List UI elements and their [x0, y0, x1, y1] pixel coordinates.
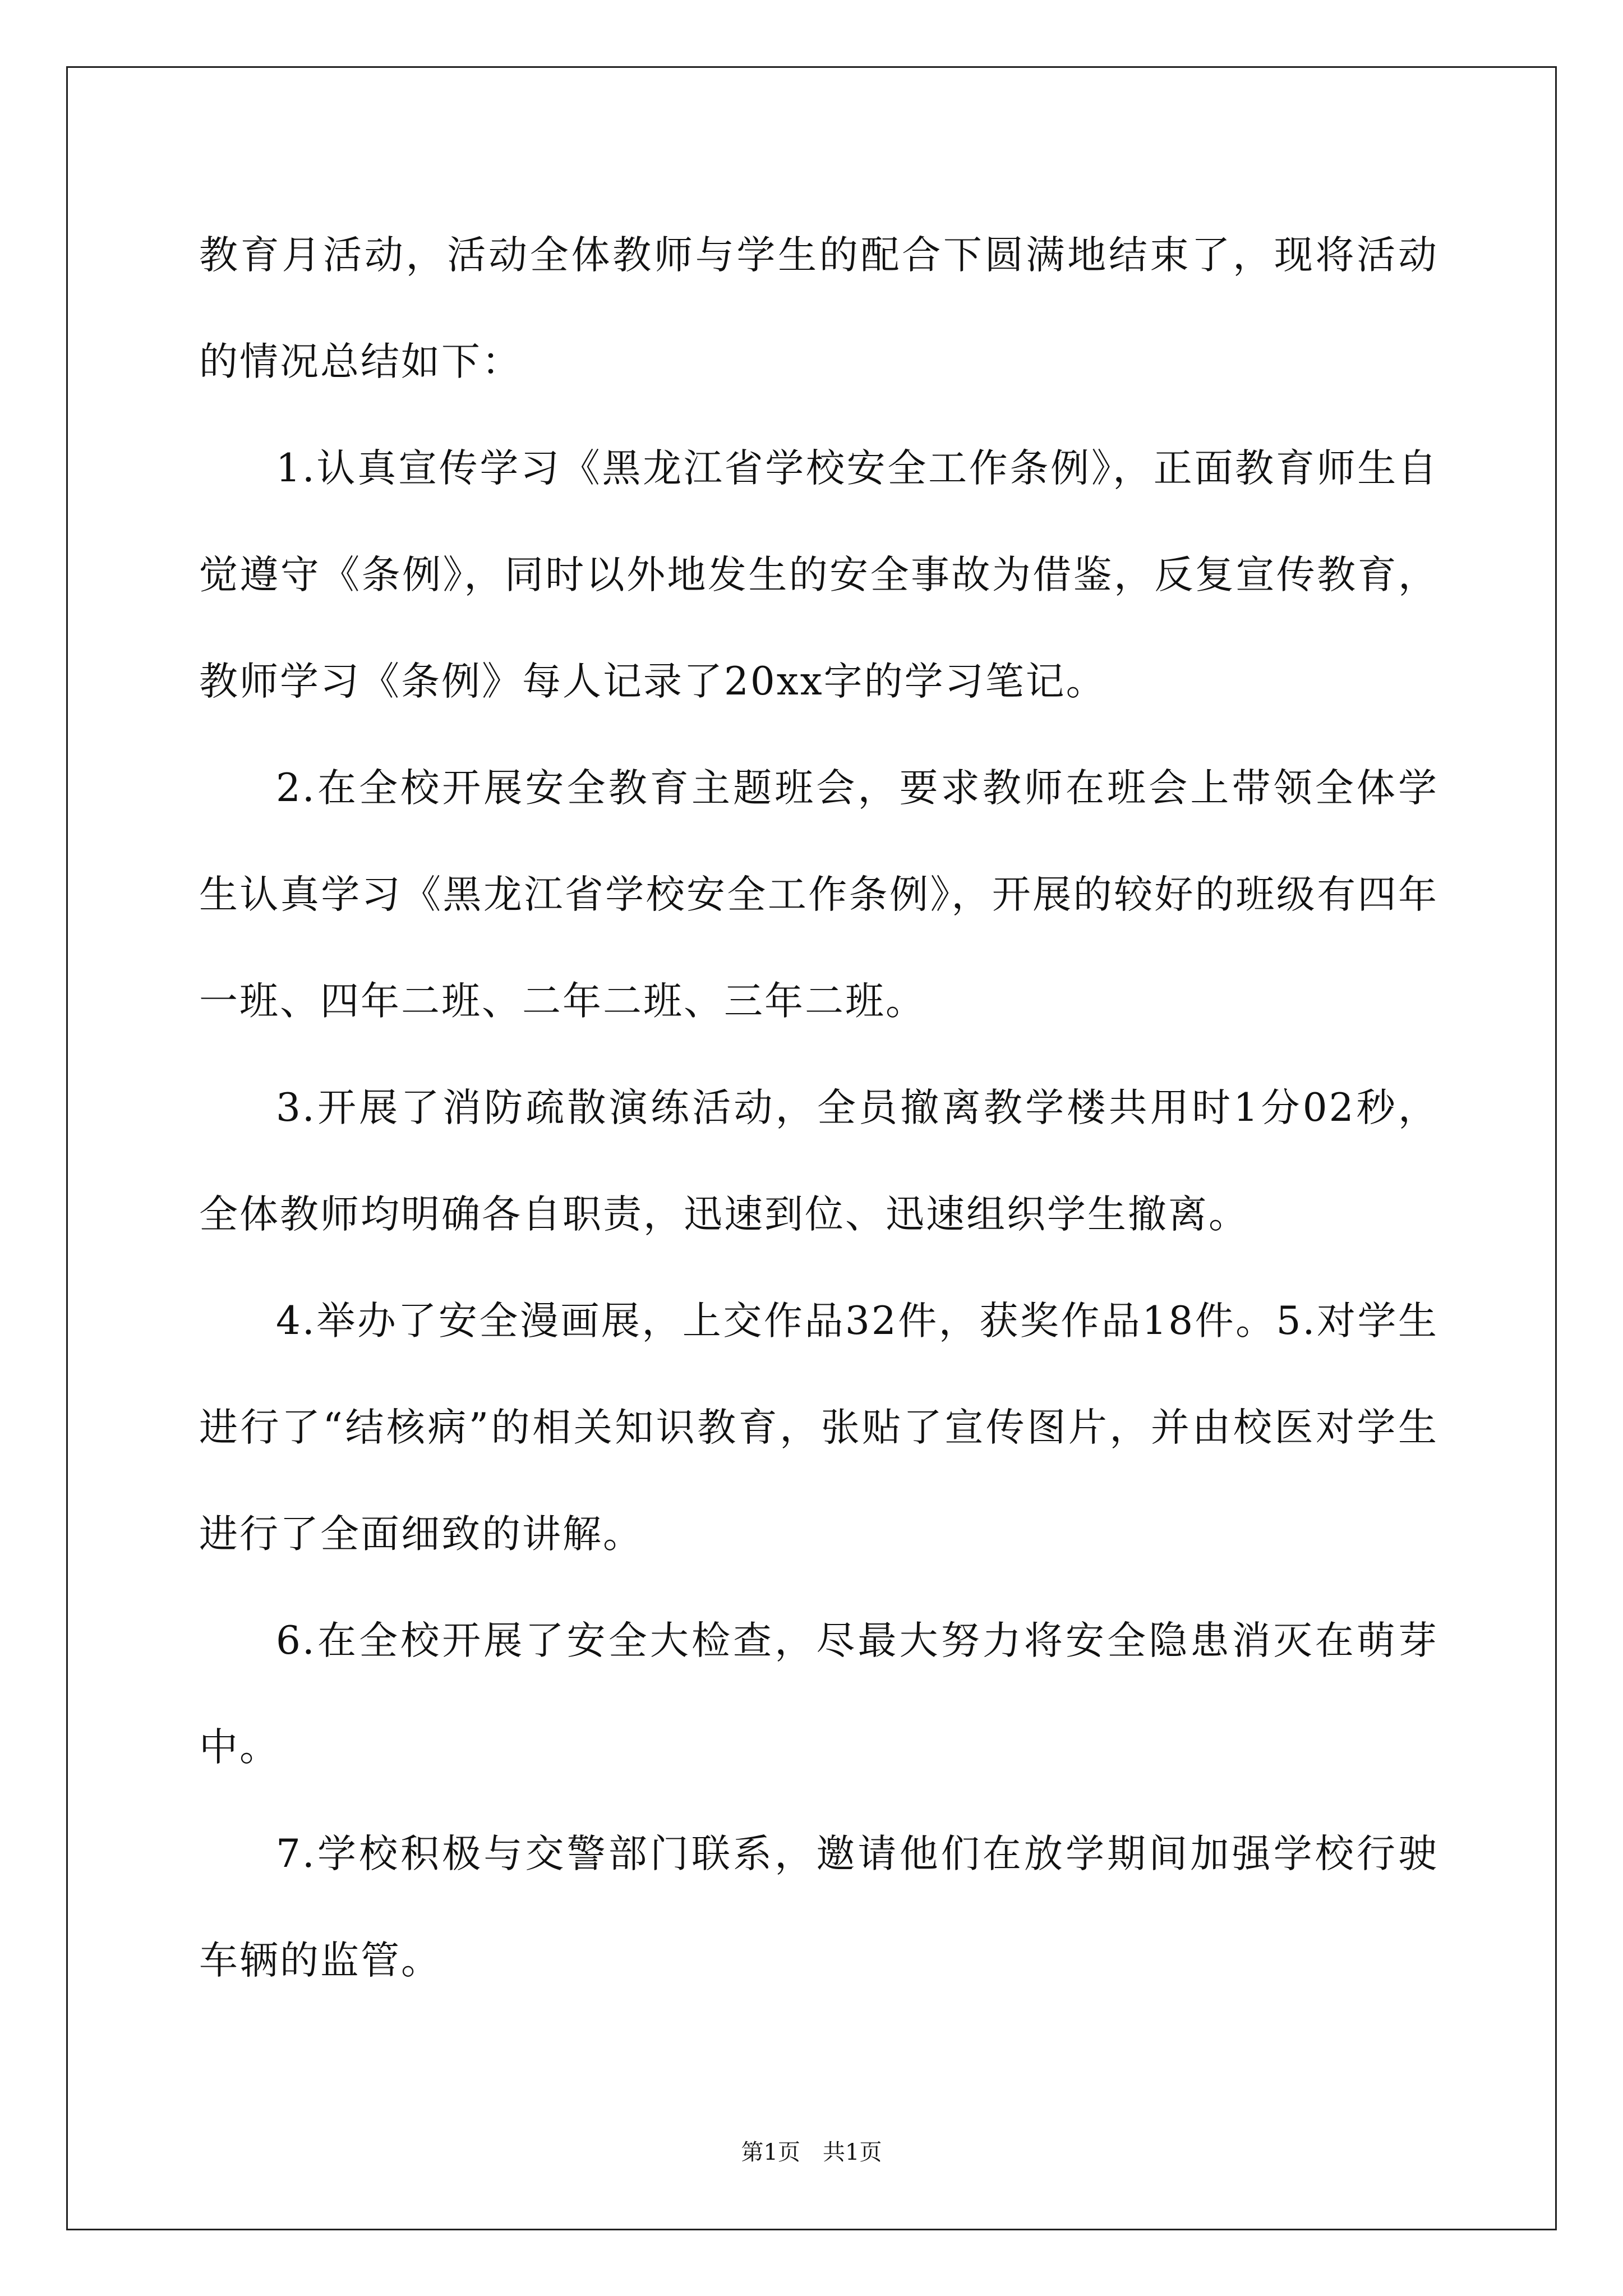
paragraph-item-7: 7.学校积极与交警部门联系，邀请他们在放学期间加强学校行驶车辆的监管。 [199, 1832, 1438, 1983]
paragraph-intro: 教育月活动，活动全体教师与学生的配合下圆满地结束了，现将活动的情况总结如下： [199, 233, 1438, 384]
paragraph-item-2: 2.在全校开展安全教育主题班会，要求教师在班会上带领全体学生认真学习《黑龙江省学校安全工作条例》，开展的较好的班级有四年一班、四年二班、二年二班、三年二班。 [199, 766, 1438, 1024]
document-body [199, 202, 1438, 2014]
paragraph-item-6: 6.在全校开展了安全大检查，尽最大努力将安全隐患消灭在萌芽中。 [199, 1618, 1438, 1770]
page-footer: 第1页 共1页 [741, 2139, 882, 2165]
paragraph-item-3: 3.开展了消防疏散演练活动，全员撤离教学楼共用时1分02秒，全体教师均明确各自职责，迅速到位、迅速组织学生撤离。 [199, 1085, 1438, 1237]
paragraph-item-4-5: 4.举办了安全漫画展，上交作品32件，获奖作品18件。5.对学生进行了“结核病”的相关知识教育，张贴了宣传图片，并由校医对学生进行了全面细致的讲解。 [199, 1299, 1438, 1557]
paragraph-item-1: 1.认真宣传学习《黑龙江省学校安全工作条例》，正面教育师生自觉遵守《条例》，同时以外地发生的安全事故为借鉴，反复宣传教育，教师学习《条例》每人记录了20xx字的学习笔记。 [199, 446, 1438, 704]
